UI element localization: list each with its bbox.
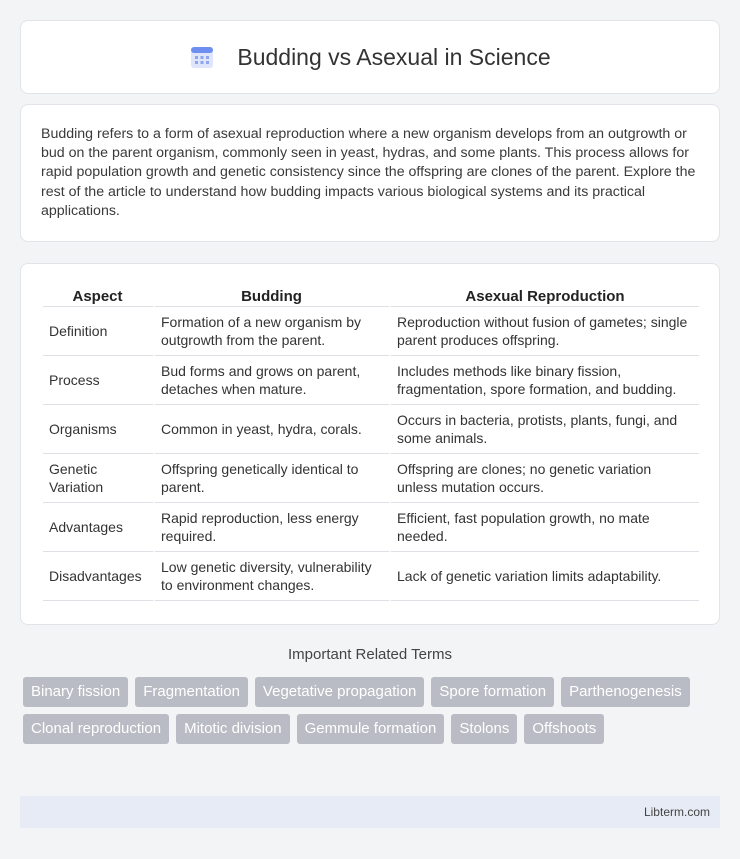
- tag-clonal-reproduction[interactable]: Clonal reproduction: [23, 714, 169, 744]
- intro-text: Budding refers to a form of asexual reproduction where a new organism develops from an outgrowth or bud on the parent organism, commonly seen in yeast, hydras, and some plants. This process allows for rapid population growth and genetic consistency since the offspring are clones of the parent. Explore the rest of the article to understand how budding impacts various biological systems and its practical applications.: [41, 126, 696, 219]
- tag-vegetative-propagation[interactable]: Vegetative propagation: [255, 677, 424, 707]
- cell-aspect: Genetic Variation: [43, 454, 155, 503]
- cell-budding: Bud forms and grows on parent, detaches when mature.: [155, 356, 391, 405]
- table-row: [43, 356, 699, 405]
- intro-card: [20, 104, 720, 242]
- cell-aspect: Disadvantages: [43, 552, 155, 601]
- cell-budding: Low genetic diversity, vulnerability to environment changes.: [155, 552, 391, 601]
- table-row: [43, 552, 699, 601]
- cell-budding: Rapid reproduction, less energy required.: [155, 503, 391, 552]
- tag-parthenogenesis[interactable]: Parthenogenesis: [561, 677, 690, 707]
- tag-binary-fission[interactable]: Binary fission: [23, 677, 128, 707]
- footer: [20, 796, 720, 828]
- cell-aspect: Advantages: [43, 503, 155, 552]
- column-header-asexual: Asexual Reproduction: [391, 284, 699, 307]
- cell-asexual: Lack of genetic variation limits adaptability.: [391, 552, 699, 601]
- calendar-icon: [189, 44, 215, 70]
- table-row: [43, 405, 699, 454]
- column-header-aspect: Aspect: [43, 284, 155, 307]
- tag-offshoots[interactable]: Offshoots: [524, 714, 604, 744]
- cell-asexual: Occurs in bacteria, protists, plants, fungi, and some animals.: [391, 405, 699, 454]
- related-terms-title: Important Related Terms: [288, 646, 452, 663]
- cell-asexual: Includes methods like binary fission, fragmentation, spore formation, and budding.: [391, 356, 699, 405]
- cell-aspect: Definition: [43, 307, 155, 356]
- related-terms-list: [23, 677, 723, 744]
- tag-spore-formation[interactable]: Spore formation: [431, 677, 554, 707]
- cell-asexual: Efficient, fast population growth, no mate needed.: [391, 503, 699, 552]
- table-row: [43, 503, 699, 552]
- cell-asexual: Offspring are clones; no genetic variation unless mutation occurs.: [391, 454, 699, 503]
- table-row: [43, 307, 699, 356]
- cell-asexual: Reproduction without fusion of gametes; single parent produces offspring.: [391, 307, 699, 356]
- header-card: [20, 20, 720, 94]
- tag-mitotic-division[interactable]: Mitotic division: [176, 714, 290, 744]
- tag-fragmentation[interactable]: Fragmentation: [135, 677, 248, 707]
- comparison-table: [43, 284, 699, 601]
- comparison-card: [20, 263, 720, 625]
- column-header-budding: Budding: [155, 284, 391, 307]
- cell-aspect: Process: [43, 356, 155, 405]
- cell-aspect: Organisms: [43, 405, 155, 454]
- footer-brand-link[interactable]: Libterm.com: [643, 805, 710, 819]
- tag-stolons[interactable]: Stolons: [451, 714, 517, 744]
- cell-budding: Formation of a new organism by outgrowth from the parent.: [155, 307, 391, 356]
- page-title: Budding vs Asexual in Science: [237, 43, 551, 70]
- cell-budding: Offspring genetically identical to parent.: [155, 454, 391, 503]
- table-row: [43, 454, 699, 503]
- table-header-row: [43, 284, 699, 307]
- tag-gemmule-formation[interactable]: Gemmule formation: [297, 714, 445, 744]
- cell-budding: Common in yeast, hydra, corals.: [155, 405, 391, 454]
